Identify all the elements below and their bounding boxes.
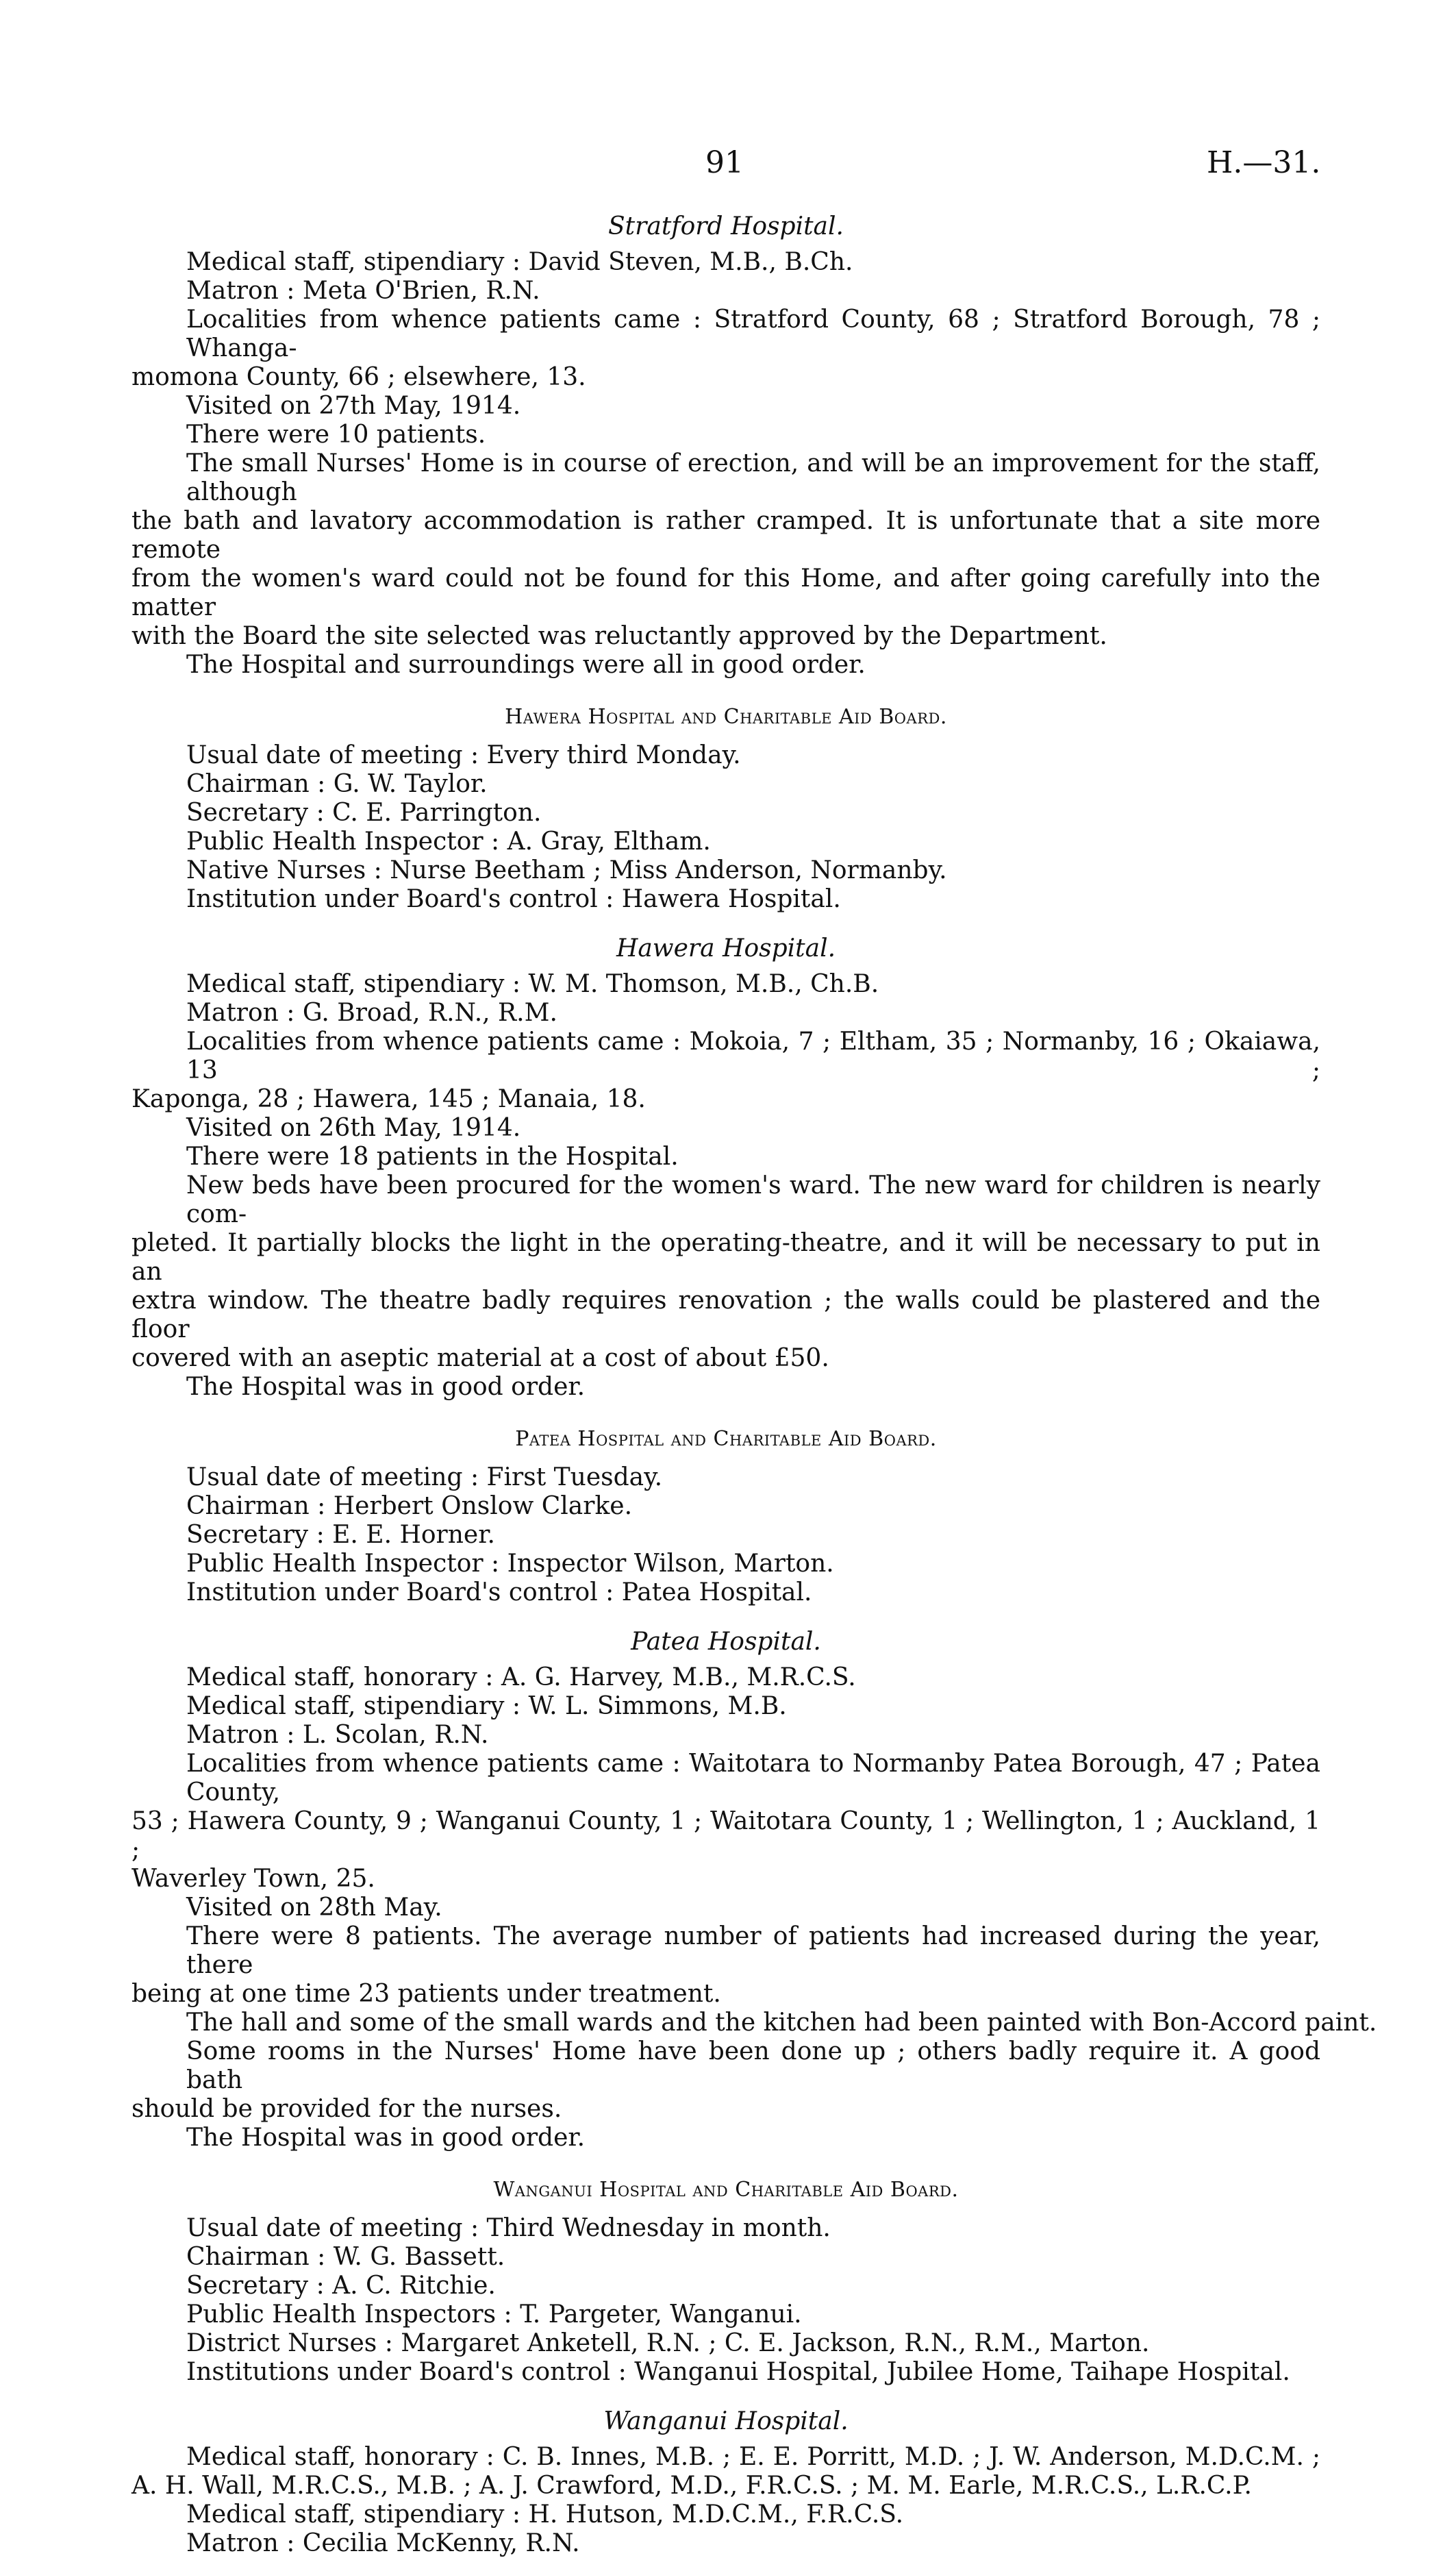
text-line: Some rooms in the Nurses' Home have been done up ; others badly require it. A good bath bbox=[186, 2037, 1320, 2094]
document-reference: H.—31. bbox=[1207, 145, 1321, 180]
text-line: The small Nurses' Home is in course of erection, and will be an improvement for the staff, although bbox=[186, 449, 1320, 506]
text-line: Visited on 28th May. bbox=[186, 1893, 442, 1922]
text-line: Institution under Board's control : Patea Hospital. bbox=[186, 1578, 812, 1606]
text-line: momona County, 66 ; elsewhere, 13. bbox=[131, 363, 586, 391]
text-line: Visited on 26th May, 1914. bbox=[186, 1114, 521, 1142]
text-line: Chairman : G. W. Taylor. bbox=[186, 770, 488, 798]
text-line: A. H. Wall, M.R.C.S., M.B. ; A. J. Crawford, M.D., F.R.C.S. ; M. M. Earle, M.R.C.S., L.R.C.P. bbox=[131, 2472, 1252, 2500]
text-line: Matron : G. Broad, R.N., R.M. bbox=[186, 999, 557, 1027]
text-line: Public Health Inspector : Inspector Wilson, Marton. bbox=[186, 1550, 834, 1578]
text-line: Secretary : C. E. Parrington. bbox=[186, 799, 542, 827]
text-line: covered with an aseptic material at a cost of about £50. bbox=[131, 1344, 829, 1372]
text-line: Medical staff, stipendiary : H. Hutson, M.D.C.M., F.R.C.S. bbox=[186, 2500, 904, 2529]
text-line: Matron : Cecilia McKenny, R.N. bbox=[186, 2529, 580, 2557]
section-subtitle: Stratford Hospital. bbox=[608, 212, 844, 240]
text-line: Chairman : W. G. Bassett. bbox=[186, 2243, 505, 2271]
text-line: Matron : L. Scolan, R.N. bbox=[186, 1721, 489, 1749]
text-line: 53 ; Hawera County, 9 ; Wanganui County, 1 ; Waitotara County, 1 ; Wellington, 1 ; Auckland, 1 ; bbox=[131, 1807, 1320, 1864]
text-line: with the Board the site selected was reluctantly approved by the Department. bbox=[131, 622, 1107, 650]
page-number: 91 bbox=[705, 145, 744, 180]
section-subtitle: Wanganui Hospital. bbox=[603, 2407, 849, 2435]
text-line: New beds have been procured for the women's ward. The new ward for children is nearly com- bbox=[186, 1171, 1320, 1228]
section-heading: Hawera Hospital and Charitable Aid Board. bbox=[505, 705, 947, 729]
text-line: extra window. The theatre badly requires renovation ; the walls could be plastered and the floor bbox=[131, 1287, 1320, 1343]
text-line: from the women's ward could not be found for this Home, and after going carefully into the matter bbox=[131, 564, 1320, 621]
text-line: Native Nurses : Nurse Beetham ; Miss Anderson, Normanby. bbox=[186, 856, 947, 884]
text-line: should be provided for the nurses. bbox=[131, 2095, 562, 2123]
text-line: The hall and some of the small wards and the kitchen had been painted with Bon-Accord paint. bbox=[186, 2009, 1377, 2037]
text-line: Localities from whence patients came : Waitotara to Normanby Patea Borough, 47 ; Patea County, bbox=[186, 1750, 1320, 1806]
text-line: Medical staff, stipendiary : W. L. Simmons, M.B. bbox=[186, 1692, 787, 1720]
text-line: pleted. It partially blocks the light in the operating-theatre, and it will be necessary to put in an bbox=[131, 1229, 1320, 1286]
text-line: There were 10 patients. bbox=[186, 421, 486, 449]
text-line: Usual date of meeting : Every third Monday. bbox=[186, 741, 741, 769]
text-line: District Nurses : Margaret Anketell, R.N. ; C. E. Jackson, R.N., R.M., Marton. bbox=[186, 2329, 1150, 2357]
text-line: Public Health Inspectors : T. Pargeter, Wanganui. bbox=[186, 2300, 802, 2329]
text-line: Institutions under Board's control : Wanganui Hospital, Jubilee Home, Taihape Hospital. bbox=[186, 2358, 1290, 2386]
text-line: Kaponga, 28 ; Hawera, 145 ; Manaia, 18. bbox=[131, 1085, 646, 1113]
text-line: Matron : Meta O'Brien, R.N. bbox=[186, 277, 540, 305]
page-body bbox=[131, 200, 1377, 2558]
text-line: being at one time 23 patients under treatment. bbox=[131, 1980, 721, 2008]
text-line: Institution under Board's control : Hawera Hospital. bbox=[186, 885, 841, 913]
text-line: The Hospital was in good order. bbox=[186, 2124, 586, 2152]
section-subtitle: Patea Hospital. bbox=[631, 1628, 821, 1656]
text-line: the bath and lavatory accommodation is rather cramped. It is unfortunate that a site more remote bbox=[131, 507, 1320, 564]
section-heading: Patea Hospital and Charitable Aid Board. bbox=[515, 1427, 937, 1451]
text-line: Medical staff, honorary : A. G. Harvey, M.B., M.R.C.S. bbox=[186, 1663, 856, 1691]
text-line: Medical staff, stipendiary : W. M. Thomson, M.B., Ch.B. bbox=[186, 970, 879, 998]
text-line: Medical staff, honorary : C. B. Innes, M.B. ; E. E. Porritt, M.D. ; J. W. Anderson, M.D.C.M. ; bbox=[186, 2443, 1320, 2471]
text-line: Usual date of meeting : First Tuesday. bbox=[186, 1463, 663, 1491]
text-line: Localities from whence patients came : Mokoia, 7 ; Eltham, 35 ; Normanby, 16 ; Okaiawa, 13 ; bbox=[186, 1028, 1320, 1084]
text-line: Chairman : Herbert Onslow Clarke. bbox=[186, 1492, 633, 1520]
text-line: Public Health Inspector : A. Gray, Eltham. bbox=[186, 828, 711, 856]
text-line: Secretary : A. C. Ritchie. bbox=[186, 2272, 496, 2300]
section-subtitle: Hawera Hospital. bbox=[616, 934, 836, 963]
text-line: Waverley Town, 25. bbox=[131, 1865, 375, 1893]
section-heading: Wanganui Hospital and Charitable Aid Board. bbox=[493, 2178, 959, 2202]
text-line: Localities from whence patients came : Stratford County, 68 ; Stratford Borough, 78 ; Whanga- bbox=[186, 306, 1320, 362]
text-line: There were 18 patients in the Hospital. bbox=[186, 1143, 679, 1171]
text-line: There were 8 patients. The average number of patients had increased during the year, there bbox=[186, 1922, 1320, 1979]
text-line: The Hospital and surroundings were all in good order. bbox=[186, 651, 866, 679]
text-line: Medical staff, stipendiary : David Steven, M.B., B.Ch. bbox=[186, 248, 853, 276]
text-line: The Hospital was in good order. bbox=[186, 1373, 586, 1401]
text-line: Usual date of meeting : Third Wednesday in month. bbox=[186, 2214, 831, 2242]
text-line: Secretary : E. E. Horner. bbox=[186, 1521, 495, 1549]
text-line: Visited on 27th May, 1914. bbox=[186, 392, 521, 420]
